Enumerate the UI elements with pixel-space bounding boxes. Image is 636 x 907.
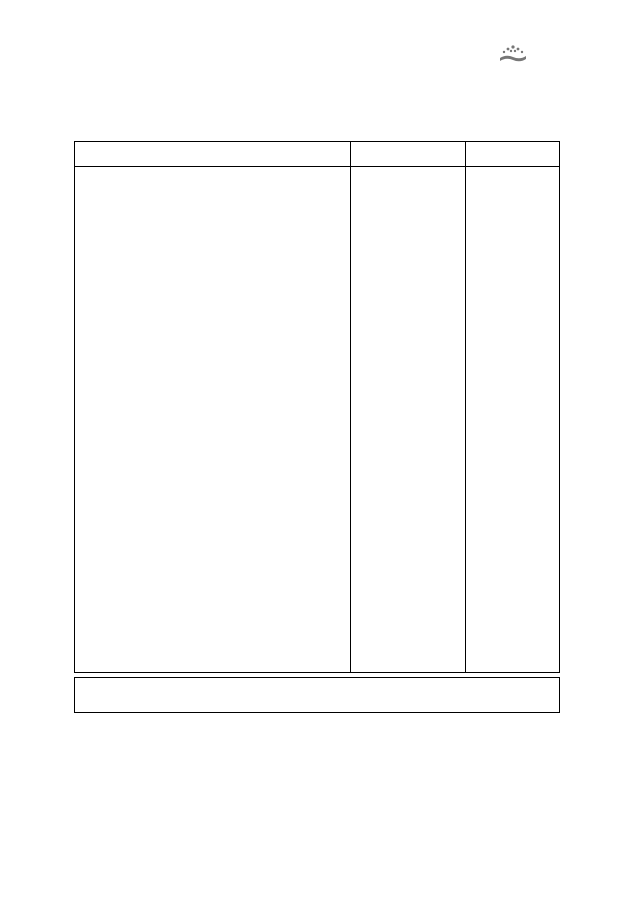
notes-box [74, 677, 560, 713]
total-row [75, 652, 559, 672]
logo-mark-icon [498, 44, 528, 64]
column-divider [350, 142, 351, 652]
table-header [75, 142, 559, 167]
column-divider [350, 652, 351, 672]
levy-table [74, 141, 560, 673]
council-logo [478, 44, 548, 71]
column-divider [465, 142, 466, 652]
column-divider [465, 652, 466, 672]
